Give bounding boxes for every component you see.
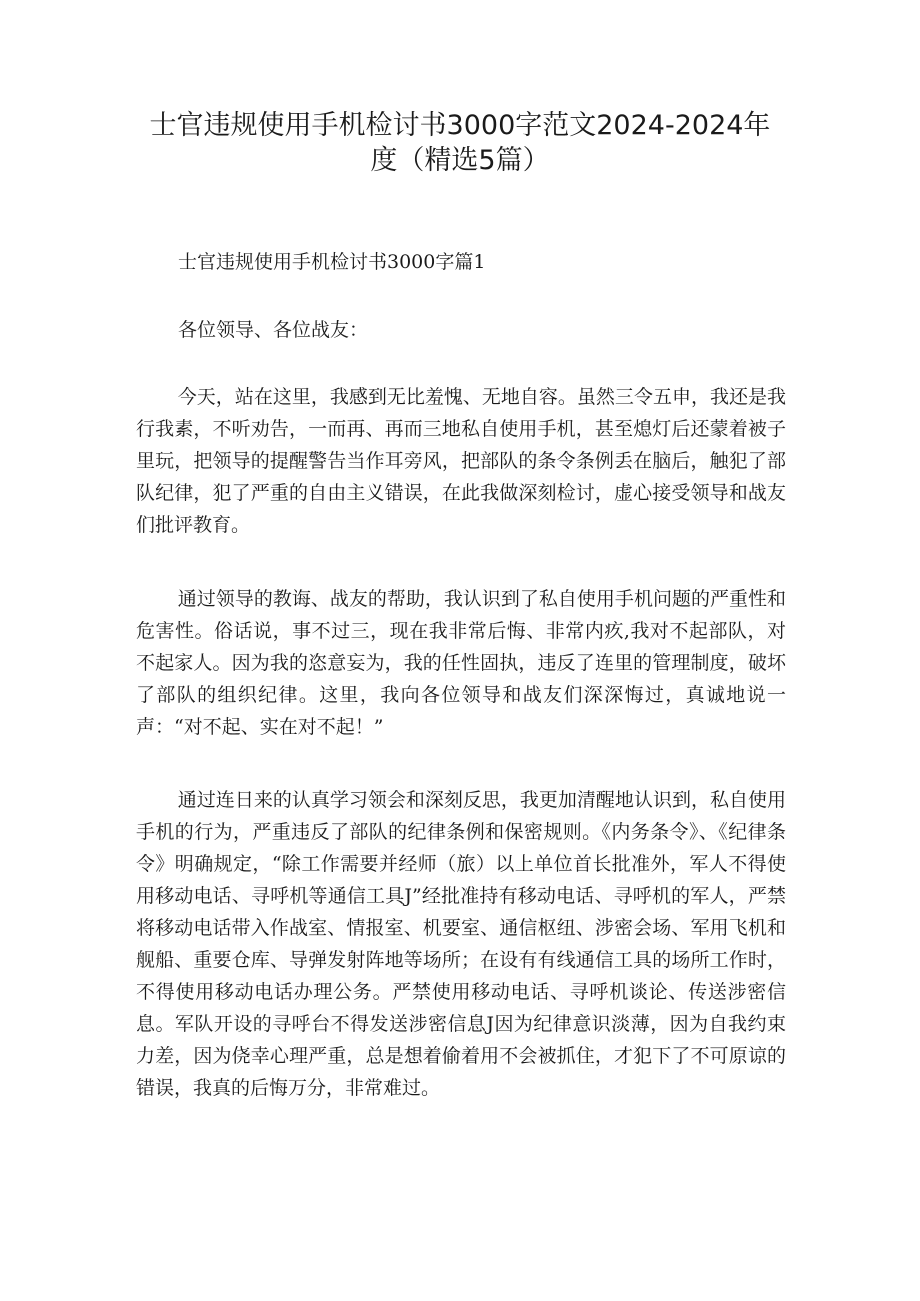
title-line-1: 士官违规使用手机检讨书3000字范文2024-2024年: [149, 110, 771, 141]
paragraph-2: 通过领导的教诲、战友的帮助，我认识到了私自使用手机问题的严重性和危害性。俗话说，事不过三，现在我非常后悔、非常内疚,我对不起部队，对不起家人。因为我的恣意妄为，我的任性固执，违反了连里的管理制度，破坏了部队的组织纪律。这里，我向各位领导和战友们深深悔过，真诚地说一声：“对不起、实在对不起！”: [136, 588, 786, 738]
title-line-2: 度（精选5篇）: [370, 145, 550, 176]
document-title: [130, 108, 790, 178]
paragraph-1: 今天，站在这里，我感到无比羞愧、无地自容。虽然三令五申，我还是我行我素，不听劝告，一而再、再而三地私自使用手机，甚至熄灯后还蒙着被子里玩，把领导的提醒警告当作耳旁风，把部队的条令条例丢在脑后，触犯了部队纪律，犯了严重的自由主义错误，在此我做深刻检讨，虚心接受领导和战友们批评教育。: [136, 386, 786, 536]
salutation: 各位领导、各位战友：: [178, 319, 369, 341]
section-heading: 士官违规使用手机检讨书3000字篇1: [178, 251, 486, 273]
paragraph-3: 通过连日来的认真学习领会和深刻反思，我更加清醒地认识到，私自使用手机的行为，严重违反了部队的纪律条例和保密规则。《内务条令》、《纪律条令》明确规定，“除工作需要并经师（旅）以上单位首长批准外，军人不得使用移动电话、寻呼机等通信工具J”经批准持有移动电话、寻呼机的军人，严禁将移动电话带入作战室、情报室、机要室、通信枢纽、涉密会场、军用飞机和舰船、重要仓库、导弹发射阵地等场所；在设有有线通信工具的场所工作时，不得使用移动电话办理公务。严禁使用移动电话、寻呼机谈论、传送涉密信息。军队开设的寻呼台不得发送涉密信息J因为纪律意识淡薄，因为自我约束力差，因为侥幸心理严重，总是想着偷着用不会被抓住，才犯下了不可原谅的错误，我真的后悔万分，非常难过。: [136, 789, 786, 1099]
